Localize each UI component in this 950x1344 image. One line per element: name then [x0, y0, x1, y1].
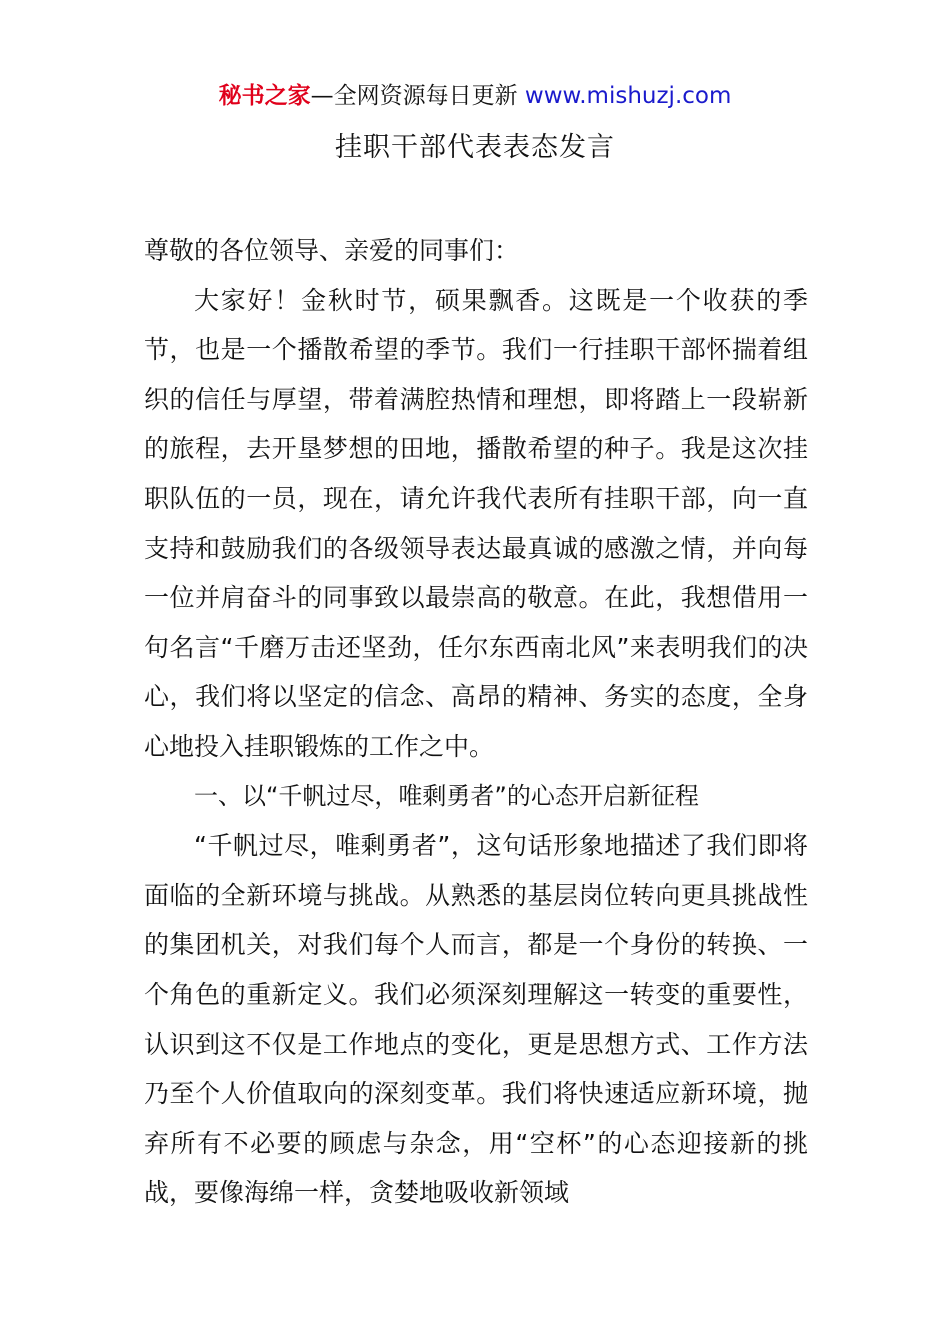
section-paragraph: “千帆过尽，唯剩勇者”，这句话形象地描述了我们即将面临的全新环境与挑战。从熟悉的基层岗位转向更具挑战性的集团机关，对我们每个人而言，都是一个身份的转换、一个角色的重新定义。我们必须深刻理解这一转变的重要性，认识到这不仅是工作地点的变化，更是思想方式、工作方法乃至个人价值取向的深刻变革。我们将快速适应新环境，抛弃所有不必要的顾虑与杂念，用“空杯”的心态迎接新的挑战，要像海绵一样，贪婪地吸收新领域 [144, 831, 808, 1208]
brand-name: 秘书之家 [218, 83, 311, 109]
site-url-link[interactable]: www.mishuzj.com [524, 83, 732, 109]
document-title: 挂职干部代表表态发言 [335, 132, 615, 163]
opening-paragraph: 大家好！金秋时节，硕果飘香。这既是一个收获的季节，也是一个播散希望的季节。我们一行挂职干部怀揣着组织的信任与厚望，带着满腔热情和理想，即将踏上一段崭新的旅程，去开垦梦想的田地，播散希望的种子。我是这次挂职队伍的一员，现在，请允许我代表所有挂职干部，向一直支持和鼓励我们的各级领导表达最真诚的感激之情，并向每一位并肩奋斗的同事致以最崇高的敬意。在此，我想借用一句名言“千磨万击还坚劲，任尔东西南北风”来表明我们的决心，我们将以坚定的信念、高昂的精神、务实的态度，全身心地投入挂职锻炼的工作之中。 [144, 285, 808, 761]
header-tagline: —全网资源每日更新 [310, 83, 518, 109]
salutation: 尊敬的各位领导、亲爱的同事们： [144, 236, 520, 265]
document-body [144, 226, 808, 1218]
section-heading: 一、以“千帆过尽，唯剩勇者”的心态开启新征程 [194, 781, 699, 810]
site-header [0, 78, 950, 114]
